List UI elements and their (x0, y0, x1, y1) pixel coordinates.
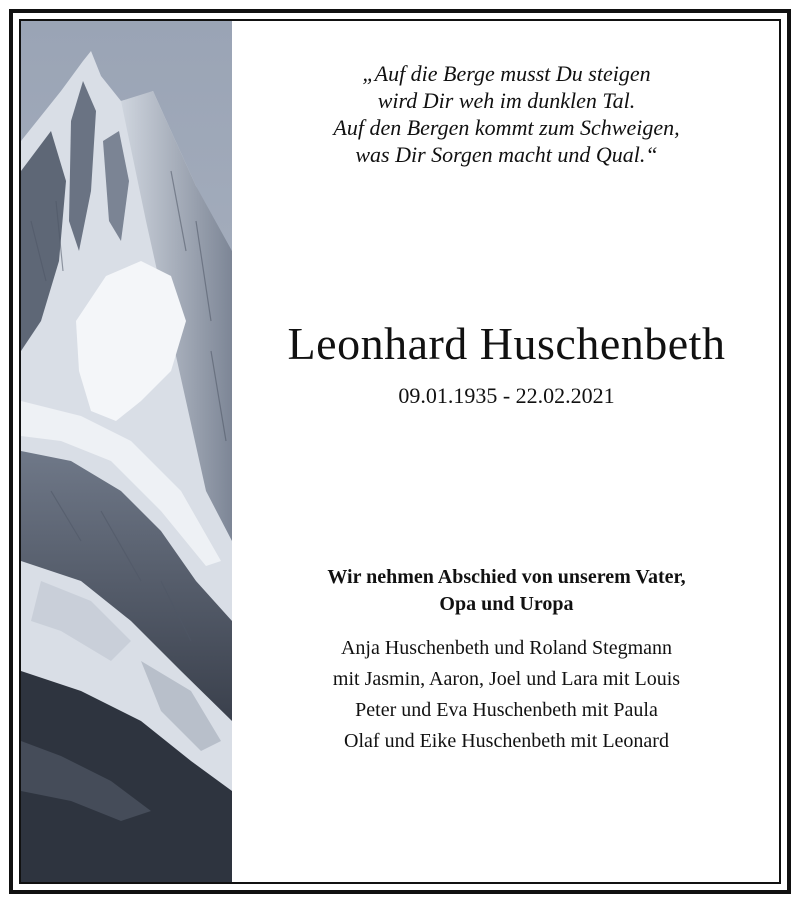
obituary-frame (19, 19, 781, 884)
farewell-line: Opa und Uropa (439, 593, 574, 615)
mountain-photo (21, 21, 232, 882)
farewell-line: Wir nehmen Abschied von unserem Vater, (327, 566, 686, 588)
deceased-name: Leonhard Huschenbeth (287, 318, 726, 369)
poem-line: Auf den Bergen kommt zum Schweigen, (333, 115, 680, 140)
poem-line: was Dir Sorgen macht und Qual.“ (355, 142, 658, 167)
obituary-text-column (232, 21, 781, 882)
poem-line: wird Dir weh im dunklen Tal. (377, 88, 636, 113)
farewell-message (232, 564, 781, 618)
mourner-line: Anja Huschenbeth und Roland Stegmann (340, 637, 673, 659)
poem-quote (232, 60, 781, 168)
mourner-line: Olaf und Eike Huschenbeth mit Leonard (344, 730, 669, 752)
mourner-line: Peter und Eva Huschenbeth mit Paula (355, 699, 658, 721)
mourners-list (232, 633, 781, 757)
mourner-line: mit Jasmin, Aaron, Joel und Lara mit Louis (332, 668, 681, 690)
life-dates: 09.01.1935 - 22.02.2021 (398, 383, 615, 408)
poem-line: „Auf die Berge musst Du steigen (362, 61, 651, 86)
